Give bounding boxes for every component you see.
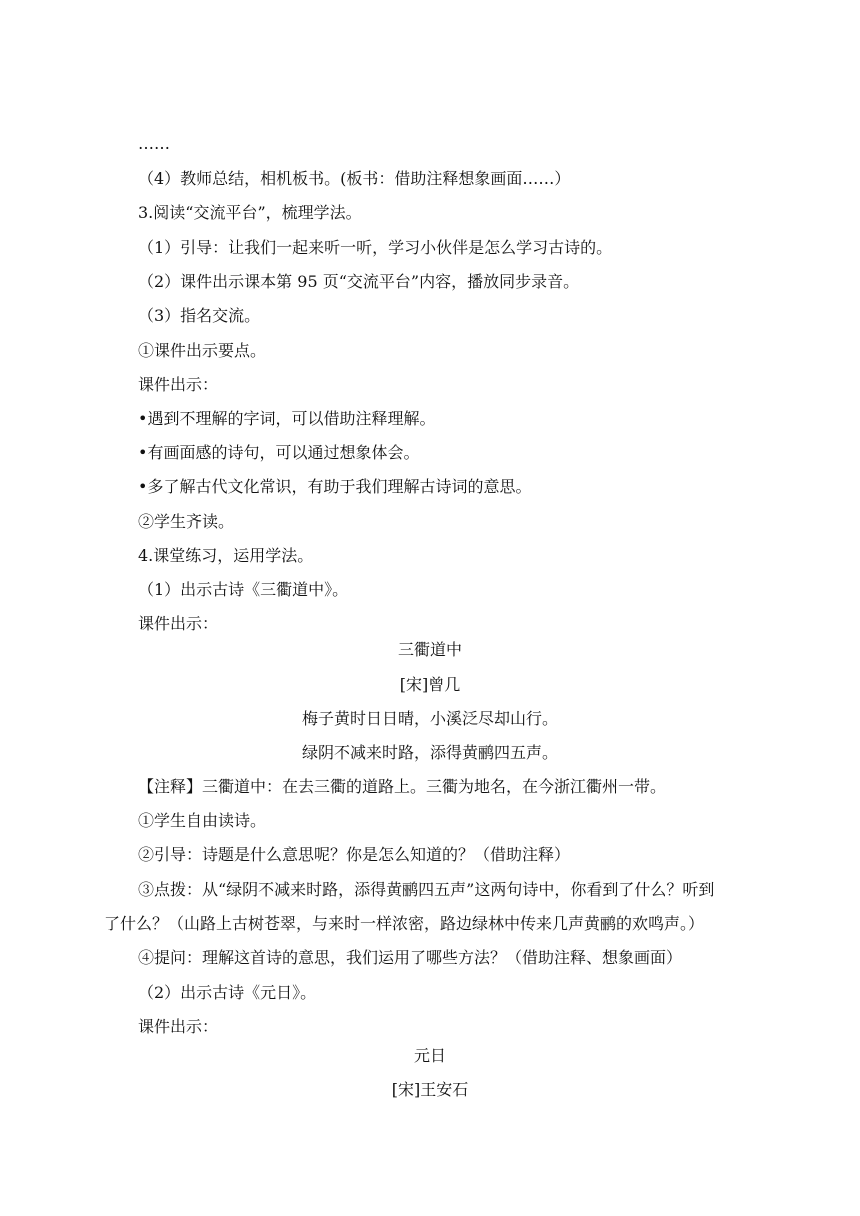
poem2-title: 元日 — [413, 1046, 446, 1065]
step4-1: （1）出示古诗《三衢道中》。 — [138, 580, 349, 599]
step3-1: （1）引导：让我们一起来听一听，学习小伙伴是怎么学习古诗的。 — [138, 238, 613, 257]
poem2-author: [宋]王安石 — [391, 1080, 469, 1099]
step4-1-c-line2: 了什么？（山路上古树苍翠，与来时一样浓密，路边绿林中传来几声黄鹂的欢鸣声。） — [104, 914, 705, 933]
step3-2: （2）课件出示课本第 95 页“交流平台”内容，播放同步录音。 — [138, 272, 580, 291]
poem1-author: [宋]曾几 — [399, 675, 461, 694]
step3-3-a: ①课件出示要点。 — [138, 341, 267, 360]
step4-1-d: ④提问：理解这首诗的意思，我们运用了哪些方法？（借助注释、想象画面） — [138, 948, 683, 967]
poem1-line2: 绿阴不减来时路，添得黄鹂四五声。 — [301, 743, 558, 762]
step4-summary: （4）教师总结，相机板书。(板书：借助注释想象画面……） — [138, 169, 571, 188]
poem1-title: 三衢道中 — [397, 640, 462, 659]
poem1-line1: 梅子黄时日日晴，小溪泛尽却山行。 — [301, 709, 558, 728]
poem1-note: 【注释】三衢道中：在去三衢的道路上。三衢为地名，在今浙江衢州一带。 — [138, 777, 667, 796]
bullet-1: •遇到不理解的字词，可以借助注释理解。 — [138, 409, 436, 428]
bullet-2: •有画面感的诗句，可以通过想象体会。 — [138, 443, 420, 462]
step3-title: 3.阅读“交流平台”，梳理学法。 — [138, 203, 362, 222]
courseware-label-3: 课件出示： — [138, 1017, 219, 1036]
step4-1-c-line1: ③点拨：从“绿阴不减来时路，添得黄鹂四五声”这两句诗中，你看到了什么？听到 — [138, 880, 715, 899]
courseware-label-2: 课件出示： — [138, 614, 219, 633]
courseware-label-1: 课件出示： — [138, 375, 219, 394]
step3-3-b: ②学生齐读。 — [138, 512, 235, 531]
step4-2: （2）出示古诗《元日》。 — [138, 983, 317, 1002]
bullet-3: •多了解古代文化常识，有助于我们理解古诗词的意思。 — [138, 477, 532, 496]
step3-3: （3）指名交流。 — [138, 306, 261, 325]
ellipsis-text: …… — [138, 134, 170, 153]
step4-1-b: ②引导：诗题是什么意思呢？你是怎么知道的？（借助注释） — [138, 845, 571, 864]
step4-1-a: ①学生自由读诗。 — [138, 811, 267, 830]
step4-title: 4.课堂练习，运用学法。 — [138, 546, 314, 565]
